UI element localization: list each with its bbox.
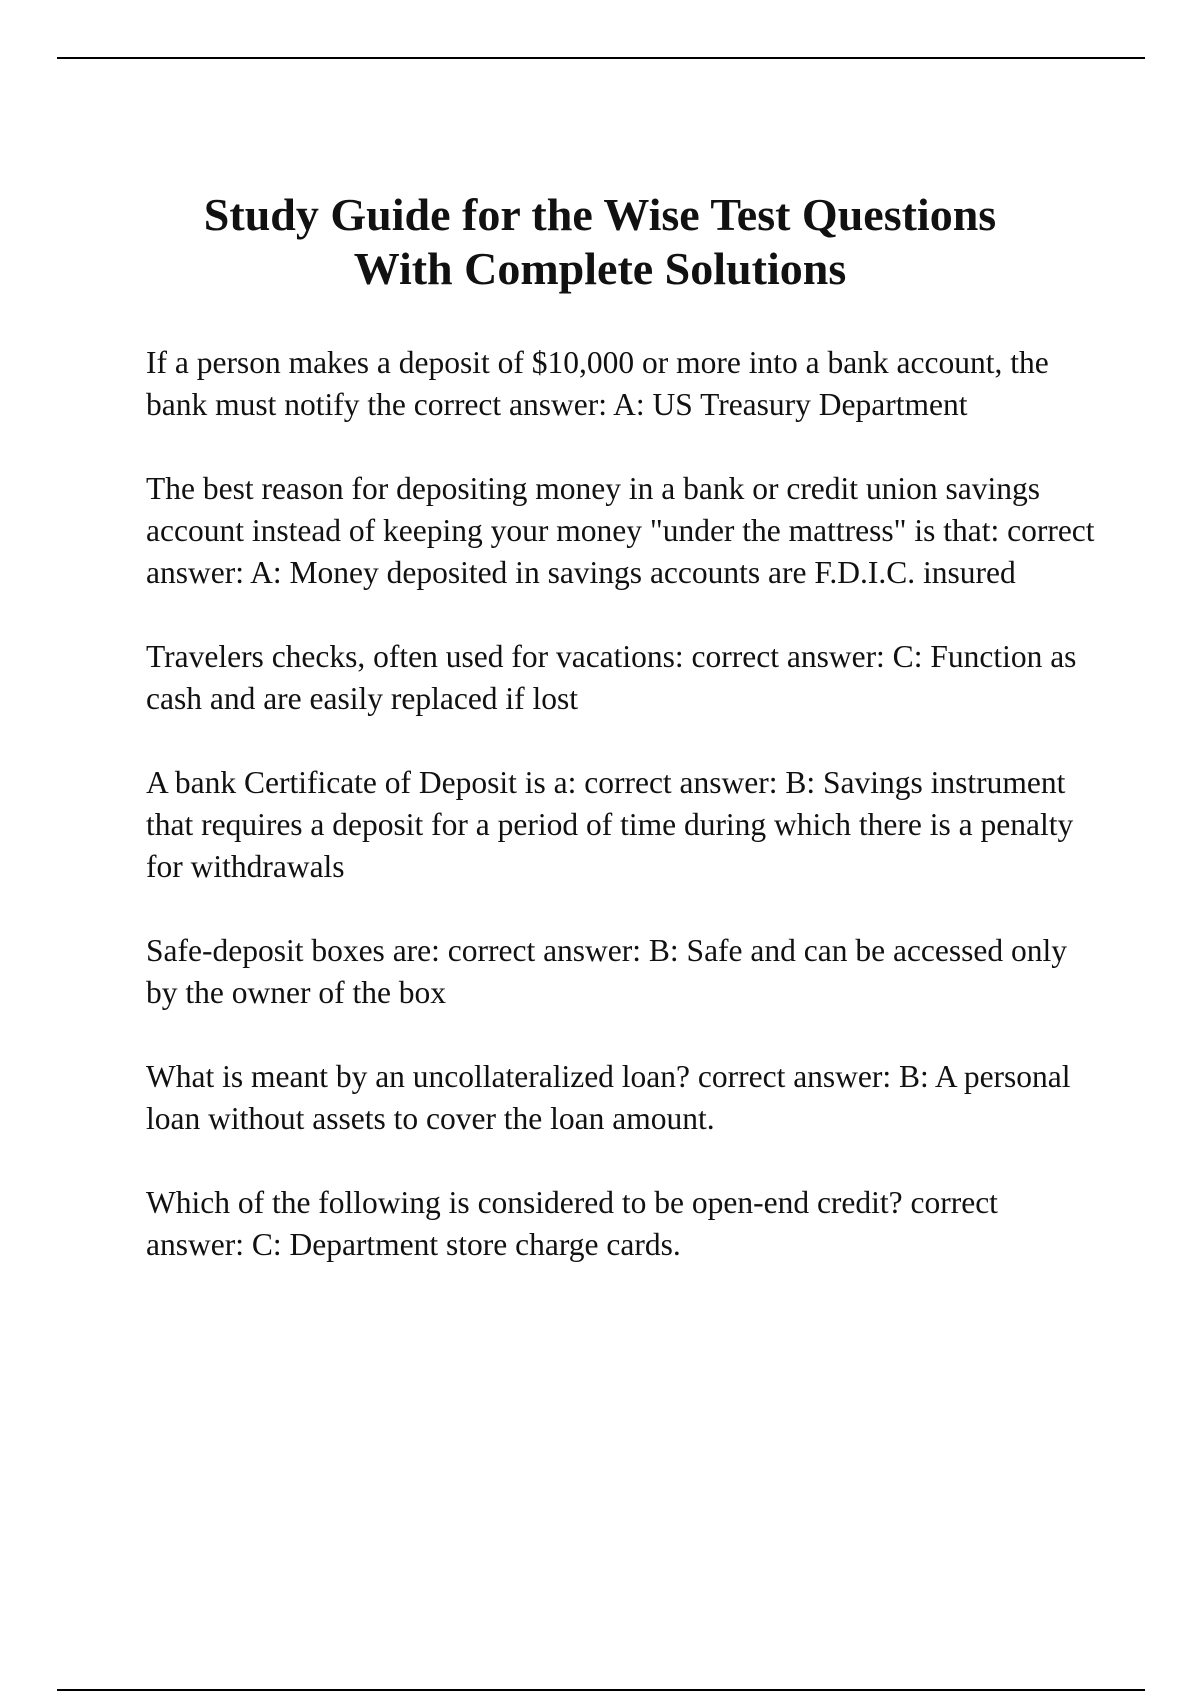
qa-item-7: Which of the following is considered to be open-end credit? correct answer: C: Department store charge cards. bbox=[146, 1185, 998, 1262]
qa-item-2: The best reason for depositing money in a bank or credit union savings account instead of keeping your money "under the mattress" is that: correct answer: A: Money deposited in savings accounts are F.D.I.C. insured bbox=[146, 471, 1095, 590]
qa-item-5: Safe-deposit boxes are: correct answer: B: Safe and can be accessed only by the owner of the box bbox=[146, 933, 1067, 1010]
title-line-1: Study Guide for the Wise Test Questions bbox=[203, 189, 997, 240]
page-title bbox=[100, 188, 1100, 296]
qa-item-1: If a person makes a deposit of $10,000 or more into a bank account, the bank must notify the correct answer: A: US Treasury Department bbox=[146, 345, 1049, 422]
qa-item-4: A bank Certificate of Deposit is a: correct answer: B: Savings instrument that requires a deposit for a period of time during which there is a penalty for withdrawals bbox=[146, 765, 1074, 884]
qa-item-3: Travelers checks, often used for vacations: correct answer: C: Function as cash and are easily replaced if lost bbox=[146, 639, 1077, 716]
footer-rule bbox=[57, 1689, 1145, 1691]
title-line-2: With Complete Solutions bbox=[353, 243, 847, 294]
qa-item-6: What is meant by an uncollateralized loan? correct answer: B: A personal loan without assets to cover the loan amount. bbox=[146, 1059, 1071, 1136]
question-answer-list bbox=[146, 342, 1096, 1308]
header-rule bbox=[57, 57, 1145, 59]
